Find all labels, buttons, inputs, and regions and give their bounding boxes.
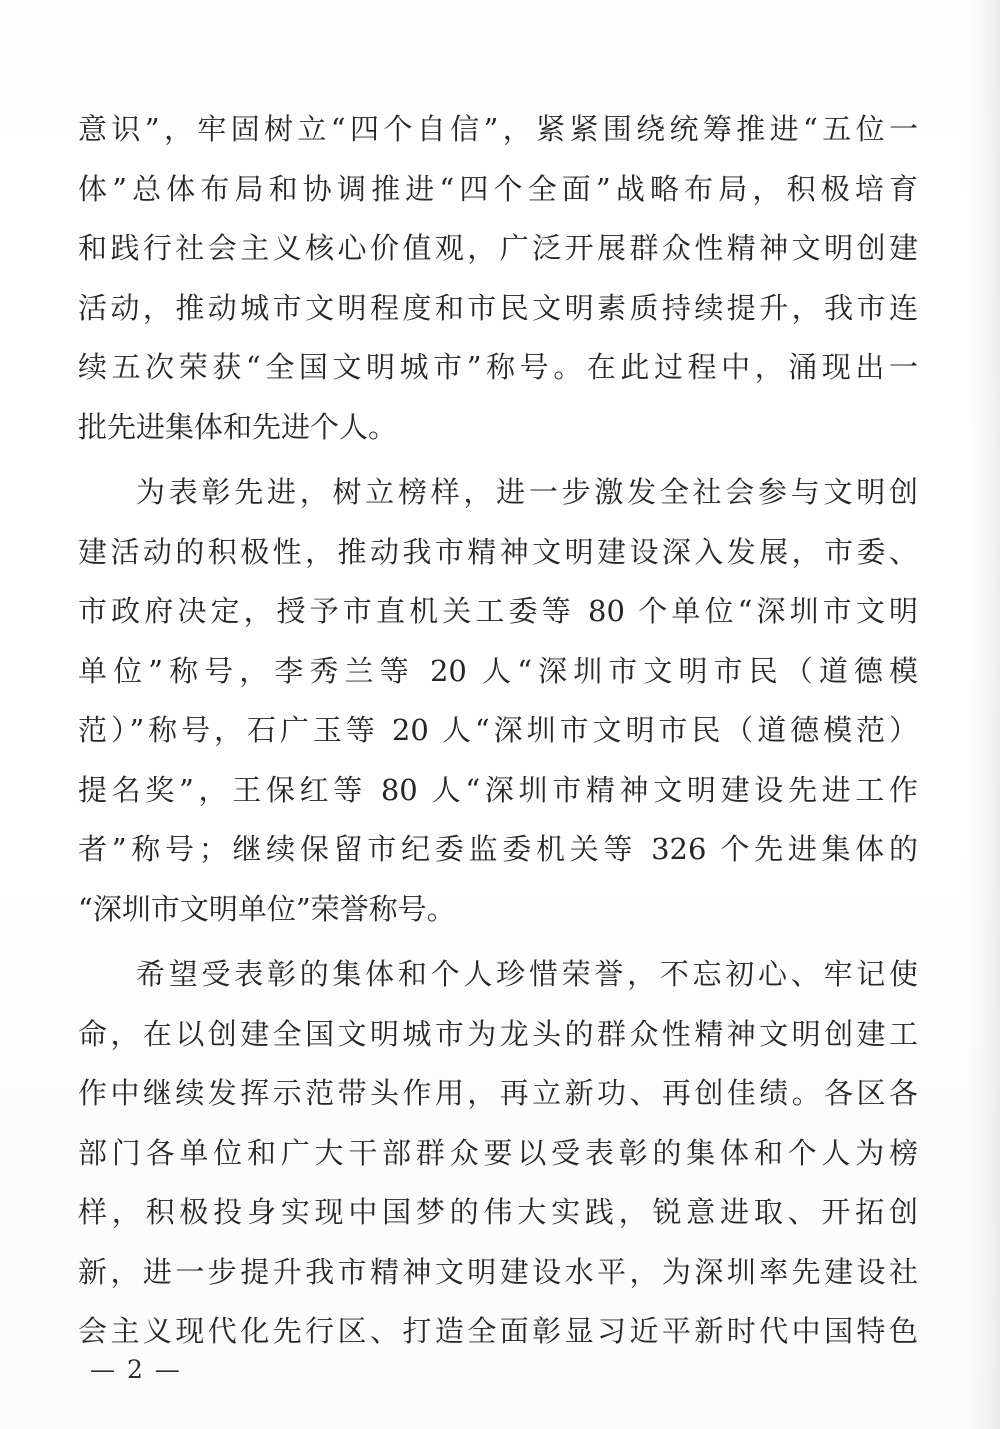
text-line: 希望受表彰的集体和个人珍惜荣誉，不忘初心、牢记使 bbox=[136, 957, 918, 991]
text-line: 续五次荣获“全国文明城市”称号。在此过程中，涌现出一 bbox=[78, 350, 918, 384]
text-line: 建活动的积极性，推动我市精神文明建设深入发展，市委、 bbox=[78, 534, 918, 569]
paragraph-1 bbox=[78, 100, 918, 457]
text-line: 部门各单位和广大干部群众要以受表彰的集体和个人为榜 bbox=[78, 1135, 918, 1170]
text-line: 和践行社会主义核心价值观，广泛开展群众性精神文明创建 bbox=[78, 231, 918, 265]
text-line: 会主义现代化先行区、打造全面彰显习近平新时代中国特色 bbox=[78, 1314, 918, 1348]
text-line: 单位”称号，李秀兰等 20 人“深圳市文明市民（道德模 bbox=[78, 653, 918, 688]
paragraph-2 bbox=[78, 463, 918, 939]
text-line: 体”总体布局和协调推进“四个全面”战略布局，积极培育 bbox=[78, 171, 918, 206]
text-line: 命，在以创建全国文明城市为龙头的群众性精神文明创建工 bbox=[78, 1016, 918, 1051]
text-line: 活动，推动城市文明程度和市民文明素质持续提升，我市连 bbox=[78, 290, 918, 325]
text-line: 意识”，牢固树立“四个自信”，紧紧围绕统筹推进“五位一 bbox=[78, 112, 918, 146]
text-line: 市政府决定，授予市直机关工委等 80 个单位“深圳市文明 bbox=[78, 594, 918, 628]
text-line: 提名奖”，王保红等 80 人“深圳市精神文明建设先进工作 bbox=[78, 772, 918, 807]
text-line: 者”称号；继续保留市纪委监委机关等 326 个先进集体的 bbox=[78, 832, 918, 866]
text-line: “深圳市文明单位”荣誉称号。 bbox=[78, 891, 456, 926]
text-line: 作中继续发挥示范带头作用，再立新功、再创佳绩。各区各 bbox=[78, 1076, 918, 1110]
page-edge-shadow bbox=[966, 0, 1000, 1429]
text-line: 样，积极投身实现中国梦的伟大实践，锐意进取、开拓创 bbox=[78, 1195, 918, 1229]
text-line: 批先进集体和先进个人。 bbox=[78, 409, 398, 444]
page-number: — 2 — bbox=[90, 1355, 182, 1384]
paragraph-3 bbox=[78, 945, 918, 1362]
text-line: 新，进一步提升我市精神文明建设水平，为深圳率先建设社 bbox=[78, 1254, 918, 1289]
text-line: 范）”称号，石广玉等 20 人“深圳市文明市民（道德模范） bbox=[78, 713, 918, 747]
text-line: 为表彰先进，树立榜样，进一步激发全社会参与文明创 bbox=[136, 475, 918, 509]
document-body bbox=[78, 100, 918, 1362]
